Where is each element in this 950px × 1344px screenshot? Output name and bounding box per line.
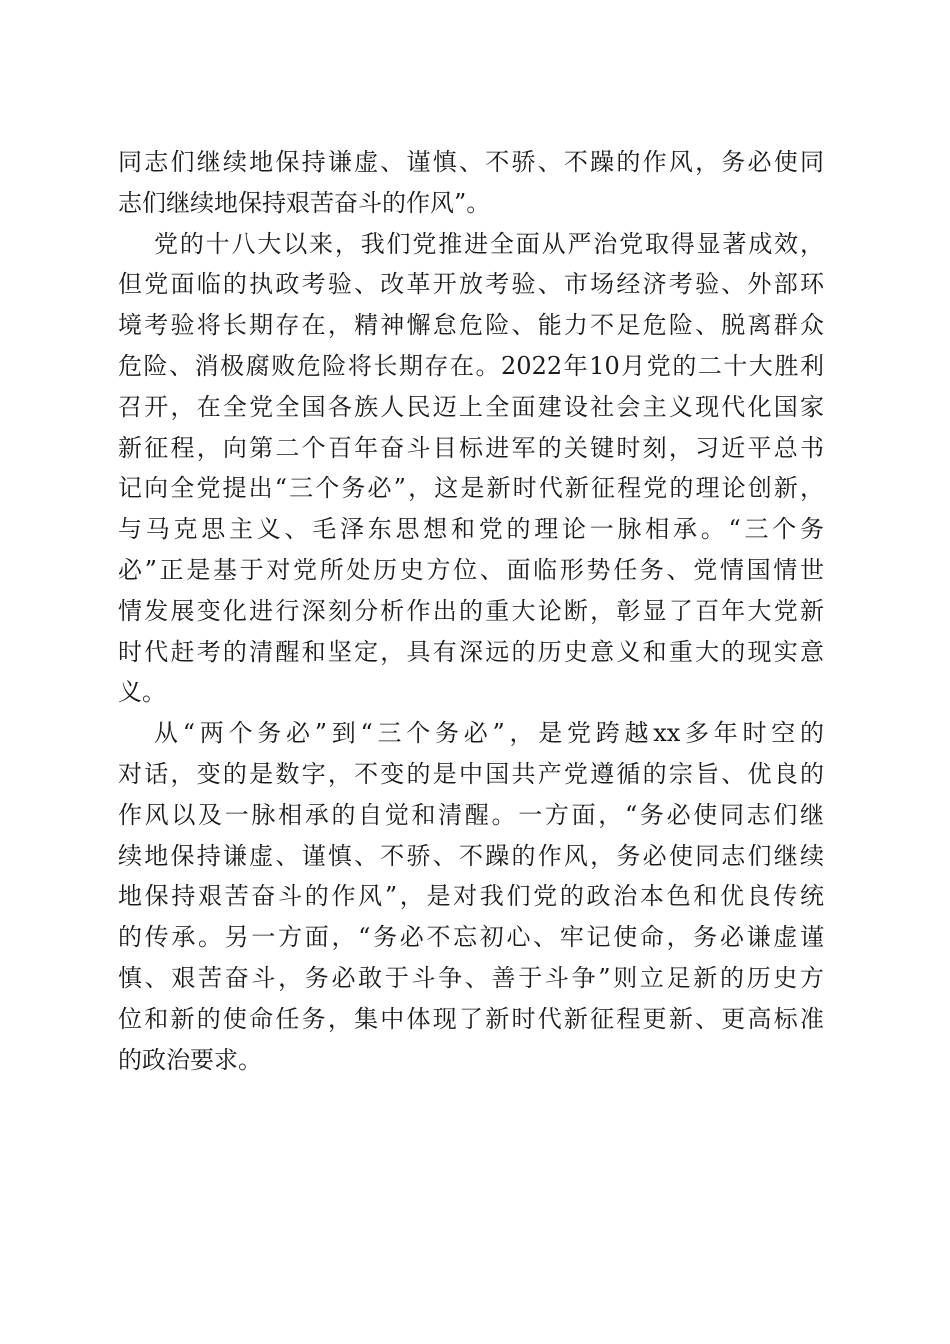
text-line: 时代赶考的清醒和坚定，具有深远的历史意义和重大的现实意 [118, 637, 824, 666]
text-line: 情发展变化进行深刻分析作出的重大论断，彰显了百年大党新 [118, 596, 824, 625]
paragraph-continuation [118, 142, 824, 224]
text-line: 的传承。另一方面，“务必不忘初心、牢记使命，务必谦虚谨 [118, 923, 824, 952]
text-line: 召开，在全党全国各族人民迈上全面建设社会主义现代化国家 [118, 392, 824, 421]
text-line: 慎、艰苦奋斗，务必敢于斗争、善于斗争”则立足新的历史方 [118, 963, 824, 992]
text-line: 的政治要求。 [118, 1045, 262, 1074]
text-line: 续地保持谦虚、谨慎、不骄、不躁的作风，务必使同志们继续 [118, 841, 824, 870]
text-line: 党的十八大以来，我们党推进全面从严治党取得显著成效， [154, 229, 824, 258]
document-body [118, 142, 824, 1080]
text-line: 地保持艰苦奋斗的作风”，是对我们党的政治本色和优良传统 [118, 882, 824, 911]
paragraph-1 [118, 224, 824, 714]
text-line: 但党面临的执政考验、改革开放考验、市场经济考验、外部环 [118, 270, 824, 299]
text-line: 境考验将长期存在，精神懈怠危险、能力不足危险、脱离群众 [118, 311, 824, 340]
text-line: 位和新的使命任务，集中体现了新时代新征程更新、更高标准 [118, 1004, 824, 1033]
text-line: 对话，变的是数字，不变的是中国共产党遵循的宗旨、优良的 [118, 759, 824, 788]
text-line: 作风以及一脉相承的自觉和清醒。一方面，“务必使同志们继 [118, 800, 824, 829]
text-line: 义。 [118, 678, 166, 707]
text-line: 与马克思主义、毛泽东思想和党的理论一脉相承。“三个务 [118, 515, 824, 544]
text-line: 从“两个务必”到“三个务必”，是党跨越xx多年时空的 [154, 719, 824, 748]
text-line: 记向全党提出“三个务必”，这是新时代新征程党的理论创新， [118, 474, 824, 503]
paragraph-2 [118, 713, 824, 1080]
text-line: 危险、消极腐败危险将长期存在。2022年10月党的二十大胜利 [118, 351, 824, 380]
text-line: 新征程，向第二个百年奋斗目标进军的关键时刻，习近平总书 [118, 433, 824, 462]
text-line: 同志们继续地保持谦虚、谨慎、不骄、不躁的作风，务必使同 [118, 148, 824, 176]
text-line: 志们继续地保持艰苦奋斗的作风”。 [118, 188, 491, 217]
text-line: 必”正是基于对党所处历史方位、面临形势任务、党情国情世 [118, 555, 824, 584]
